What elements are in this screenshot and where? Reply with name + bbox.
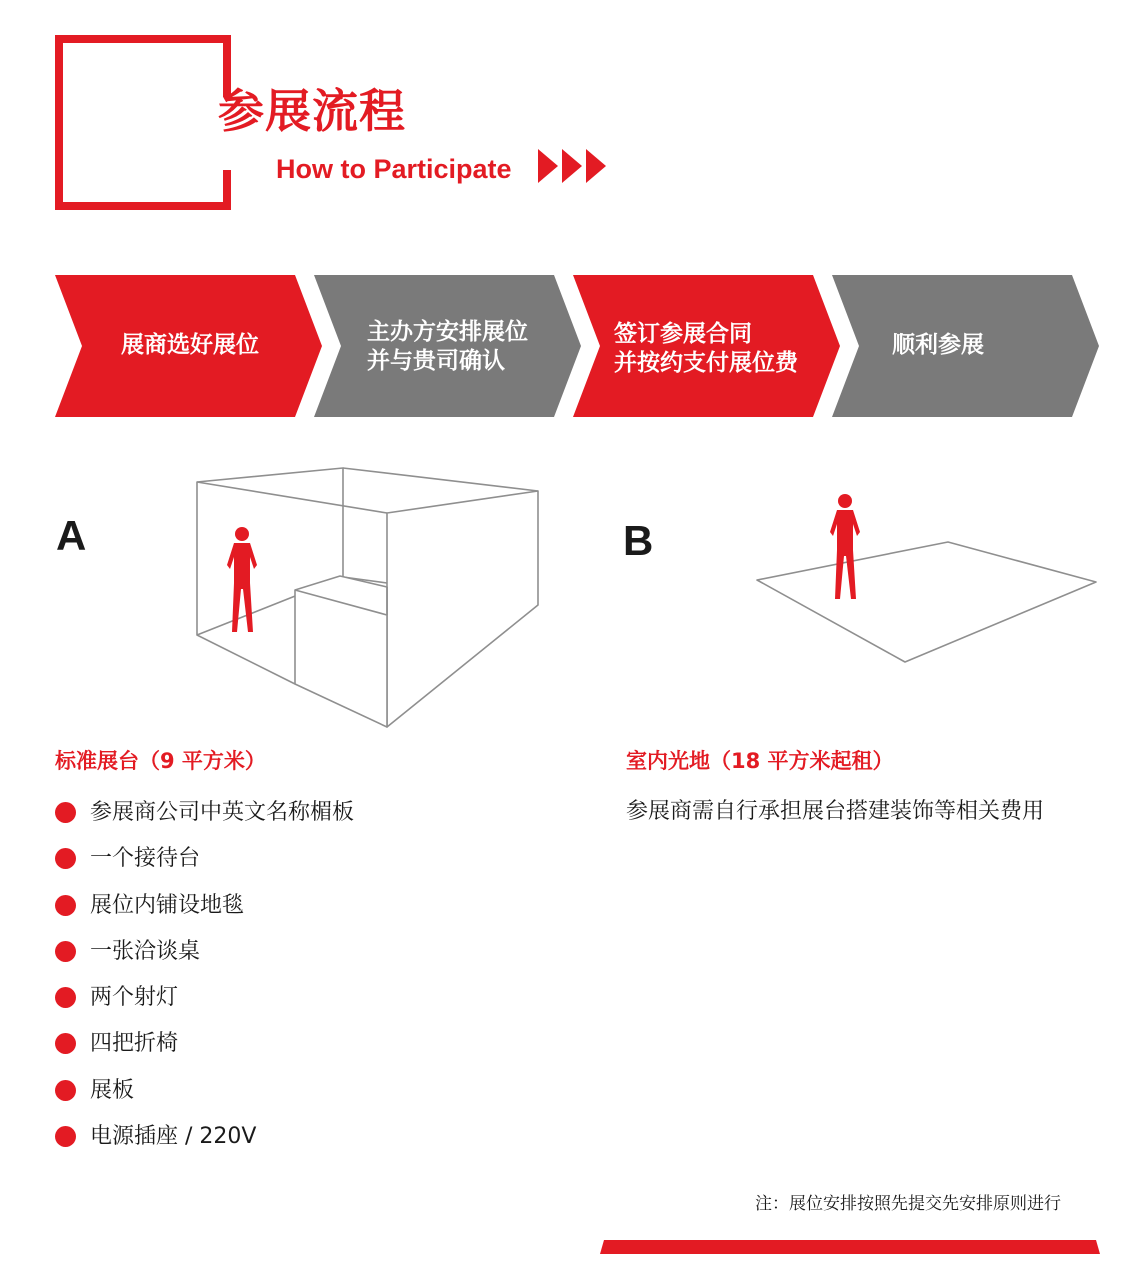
process-step-3-label <box>614 320 798 378</box>
booth-a-item <box>55 800 354 846</box>
bullet-dot-icon <box>55 1126 76 1147</box>
booth-a-item-label: 电源插座 / 220V <box>90 1124 257 1150</box>
footer-note: 注：展位安排按照先提交先安排原则进行 <box>755 1194 1061 1214</box>
bullet-dot-icon <box>55 802 76 823</box>
booth-a-letter: A <box>56 512 87 559</box>
booth-a-item <box>55 985 354 1031</box>
booth-a-item-label: 参展商公司中英文名称楣板 <box>90 800 355 825</box>
booth-a-item <box>55 1031 354 1077</box>
booth-a-item <box>55 846 354 892</box>
standard-booth-illustration <box>190 465 542 730</box>
bullet-dot-icon <box>55 1080 76 1101</box>
booth-a-item <box>55 939 354 985</box>
booth-a-items <box>55 800 354 1170</box>
process-step-4-label <box>892 331 984 360</box>
bullet-dot-icon <box>55 848 76 869</box>
bullet-dot-icon <box>55 987 76 1008</box>
triple-chevron-right-icon <box>538 149 610 183</box>
process-step-2-line-1: 主办方安排展位 <box>367 319 528 345</box>
title-frame-corner <box>55 35 231 210</box>
booth-a-item-label: 展位内铺设地毯 <box>90 892 245 918</box>
booth-a-item <box>55 1078 354 1124</box>
booth-a-item-label: 展板 <box>90 1077 135 1103</box>
booth-a-item <box>55 893 354 939</box>
person-b <box>830 494 860 599</box>
booth-b-heading: 室内光地（18 平方米起租） <box>626 749 894 773</box>
process-step-2-line-2: 并与贵司确认 <box>367 348 505 374</box>
page-subtitle: How to Participate <box>276 154 512 184</box>
booth-a-item-label: 一张洽谈桌 <box>90 938 201 964</box>
booth-b-letter: B <box>623 517 654 564</box>
process-step-3-line-1: 签订参展合同 <box>614 321 752 347</box>
process-step-2-label <box>367 318 528 376</box>
booth-a-heading: 标准展台（9 平方米） <box>55 749 266 773</box>
booth-a-item-label: 两个射灯 <box>90 985 179 1011</box>
page-title: 参展流程 <box>218 84 406 138</box>
process-step-1-label <box>121 331 259 360</box>
booth-a-item-label: 一个接待台 <box>90 846 201 872</box>
bullet-dot-icon <box>55 1033 76 1054</box>
bottom-accent-bar <box>600 1240 1100 1254</box>
booth-a-item-label: 四把折椅 <box>90 1031 179 1057</box>
bullet-dot-icon <box>55 941 76 962</box>
process-step-4-line-1: 顺利参展 <box>892 332 984 358</box>
bullet-dot-icon <box>55 895 76 916</box>
booth-b-description: 参展商需自行承担展台搭建装饰等相关费用 <box>626 799 1045 824</box>
process-step-3-line-2: 并按约支付展位费 <box>614 350 798 376</box>
process-steps <box>55 275 1100 417</box>
process-step-1-line-1: 展商选好展位 <box>121 332 259 358</box>
raw-space-illustration <box>750 490 1100 670</box>
booth-a-item <box>55 1124 354 1170</box>
